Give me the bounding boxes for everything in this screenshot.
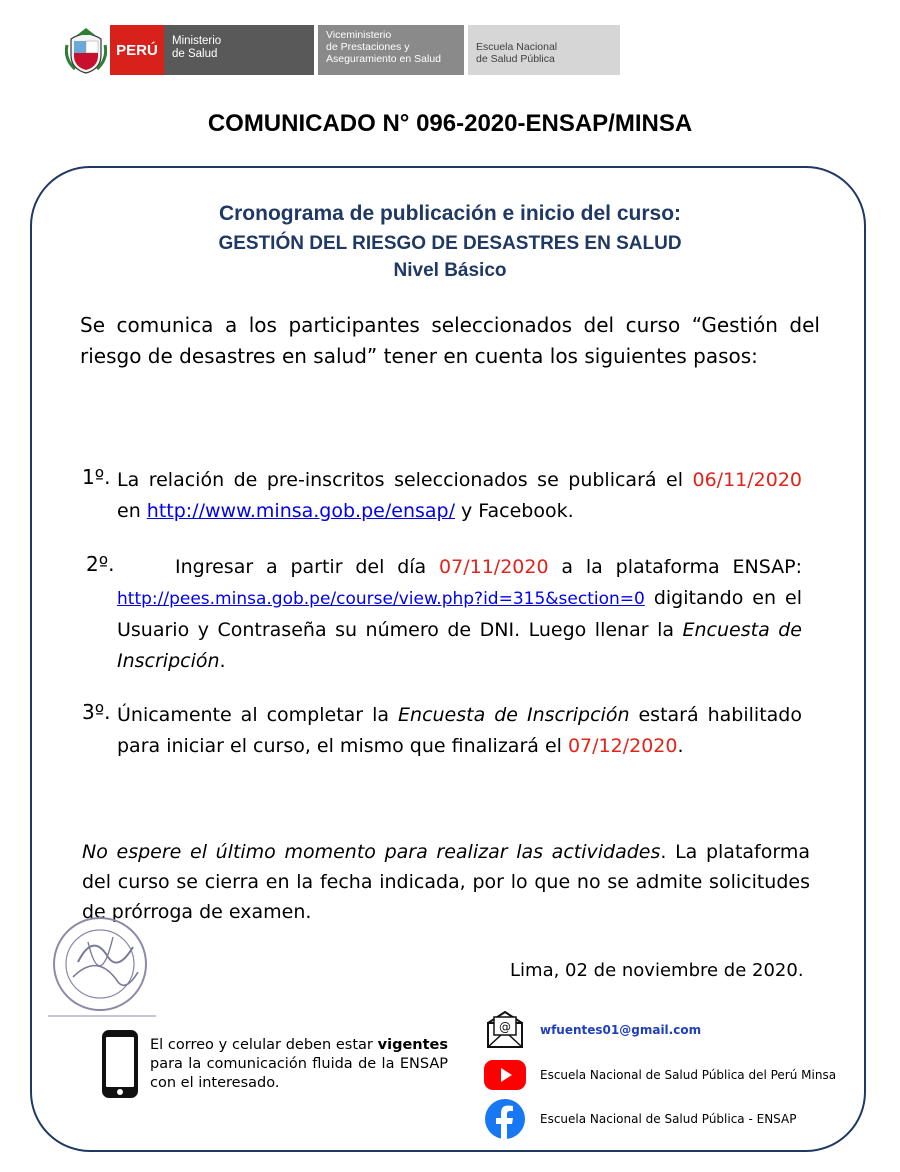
facebook-page-name[interactable]: Escuela Nacional de Salud Pública - ENSAP bbox=[540, 1112, 797, 1126]
peru-coat-of-arms-icon bbox=[65, 25, 107, 75]
youtube-contact[interactable] bbox=[484, 1055, 836, 1095]
page-title: COMUNICADO N° 096-2020-ENSAP/MINSA bbox=[207, 110, 693, 137]
ensap-website-link[interactable]: http://www.minsa.gob.pe/ensap/ bbox=[146, 500, 455, 522]
viceministerio-label: Viceministerio de Prestaciones y Aseguramiento en Salud bbox=[318, 25, 464, 75]
step-2-text: Ingresar a partir del día 07/11/2020 a la plataforma ENSAP: http://pees.minsa.gob.pe/course/view.php?id=315&section=0 digitando en el Usuario y Contraseña su número de DNI. Luego llenar la Encuesta de Inscripción. bbox=[117, 556, 802, 672]
step-1-number: 1º. bbox=[82, 465, 111, 489]
facebook-contact[interactable] bbox=[484, 1099, 796, 1139]
escuela-label: Escuela Nacional de Salud Pública bbox=[468, 25, 620, 75]
course-level-heading: Nivel Básico bbox=[393, 260, 507, 281]
intro-paragraph: Se comunica a los participantes seleccionados del curso “Gestión del riesgo de desastres en salud” tener en cuenta los siguientes pasos: bbox=[80, 313, 820, 368]
step-3-text: Únicamente al completar la Encuesta de Inscripción estará habilitado para iniciar el curso, el mismo que finalizará el 07/12/2020. bbox=[117, 704, 802, 757]
contact-note: El correo y celular deben estar vigentes para la comunicación fluida de la ENSAP con el interesado. bbox=[150, 1037, 448, 1091]
course-name-heading: GESTIÓN DEL RIESGO DE DESASTRES EN SALUD bbox=[218, 233, 682, 254]
step-2-date: 07/11/2020 bbox=[439, 556, 549, 578]
email-address[interactable]: wfuentes01@gmail.com bbox=[540, 1023, 702, 1037]
platform-course-link[interactable]: http://pees.minsa.gob.pe/course/view.php?id=315&section=0 bbox=[117, 589, 645, 609]
youtube-channel-name[interactable]: Escuela Nacional de Salud Pública del Perú Minsa bbox=[540, 1068, 837, 1082]
ministerio-label: Ministerio de Salud bbox=[164, 25, 314, 75]
email-icon bbox=[484, 1010, 526, 1050]
step-1-date: 06/11/2020 bbox=[692, 469, 802, 491]
place-and-date: Lima, 02 de noviembre de 2020. bbox=[510, 960, 804, 981]
facebook-icon bbox=[484, 1099, 526, 1139]
email-contact[interactable] bbox=[484, 1010, 701, 1050]
warning-paragraph: No espere el último momento para realizar las actividades. La plataforma del curso se cierra en la fecha indicada, por lo que no se admite solicitudes de prórroga de examen. bbox=[82, 841, 810, 923]
step-2-number: 2º. bbox=[86, 552, 115, 576]
svg-text:@: @ bbox=[499, 1020, 511, 1034]
peru-label: PERÚ bbox=[110, 25, 164, 75]
official-seal-stamp bbox=[38, 912, 168, 1022]
youtube-icon bbox=[484, 1055, 526, 1095]
header-logo-bar bbox=[65, 25, 620, 75]
schedule-heading: Cronograma de publicación e inicio del curso: bbox=[218, 202, 682, 225]
step-3-date: 07/12/2020 bbox=[567, 735, 678, 757]
mobile-phone-icon bbox=[100, 1028, 140, 1100]
step-3-number: 3º. bbox=[82, 700, 111, 724]
step-1-text: La relación de pre-inscritos seleccionados se publicará el 06/11/2020 en http://www.minsa.gob.pe/ensap/ y Facebook. bbox=[117, 469, 802, 522]
